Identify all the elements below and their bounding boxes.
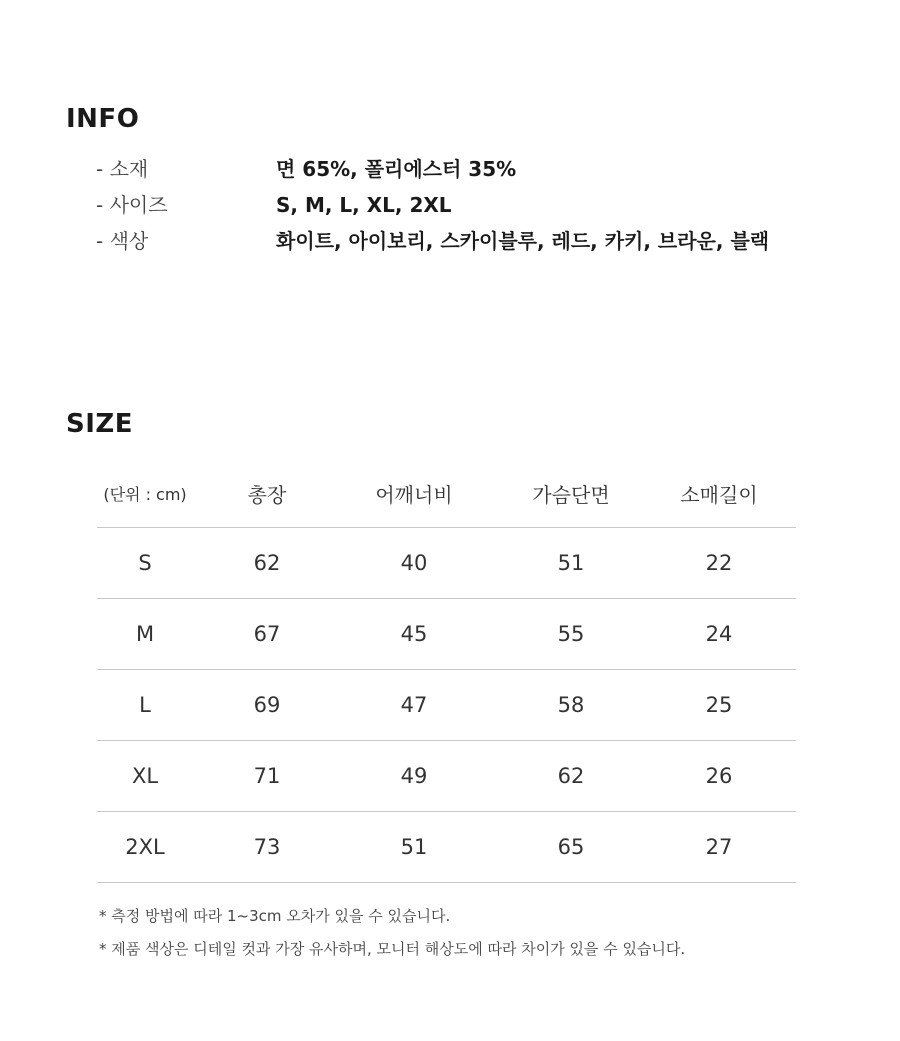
info-row-size (96, 190, 816, 220)
table-cell: 73 (253, 835, 281, 859)
size-table (97, 468, 796, 883)
table-cell: 62 (557, 764, 585, 788)
info-value-color: 화이트, 아이보리, 스카이블루, 레드, 카키, 브라운, 블랙 (276, 229, 770, 253)
table-cell: 55 (557, 622, 585, 646)
size-label: 2XL (125, 835, 165, 859)
table-row (97, 812, 796, 883)
table-cell: 25 (705, 693, 733, 717)
info-label-size: - 사이즈 (96, 193, 168, 217)
table-cell: 49 (400, 764, 428, 788)
table-row (97, 599, 796, 670)
table-cell: 27 (705, 835, 733, 859)
table-cell: 40 (400, 551, 428, 575)
size-label: L (139, 693, 151, 717)
table-cell: 58 (557, 693, 585, 717)
size-section-title: SIZE (66, 409, 134, 439)
info-value-material: 면 65%, 폴리에스터 35% (276, 157, 517, 181)
info-label-color: - 색상 (96, 229, 149, 253)
header-unit: (단위 : cm) (103, 484, 187, 504)
measurement-note: * 측정 방법에 따라 1~3cm 오차가 있을 수 있습니다. (99, 907, 451, 925)
header-shoulder-width: 어깨너비 (375, 482, 453, 507)
table-cell: 65 (557, 835, 585, 859)
table-cell: 67 (253, 622, 281, 646)
size-label: XL (131, 764, 159, 788)
table-cell: 47 (400, 693, 428, 717)
table-cell: 51 (557, 551, 585, 575)
info-value-size: S, M, L, XL, 2XL (276, 193, 452, 217)
header-chest-width: 가슴단면 (532, 482, 610, 507)
table-cell: 69 (253, 693, 281, 717)
table-cell: 62 (253, 551, 281, 575)
color-note: * 제품 색상은 디테일 컷과 가장 유사하며, 모니터 해상도에 따라 차이가 있을 수 있습니다. (99, 940, 686, 958)
table-cell: 71 (253, 764, 281, 788)
table-cell: 26 (705, 764, 733, 788)
size-table-header (97, 468, 796, 528)
table-row (97, 670, 796, 741)
header-total-length: 총장 (247, 482, 287, 507)
size-label: M (135, 622, 155, 646)
table-cell: 24 (705, 622, 733, 646)
header-sleeve-length: 소매길이 (680, 482, 758, 507)
info-label-material: - 소재 (96, 157, 149, 181)
table-cell: 22 (705, 551, 733, 575)
table-cell: 51 (400, 835, 428, 859)
info-row-color (96, 226, 816, 256)
size-label: S (138, 551, 152, 575)
table-cell: 45 (400, 622, 428, 646)
info-row-material (96, 154, 816, 184)
table-row (97, 741, 796, 812)
table-row (97, 528, 796, 599)
info-section-title: INFO (66, 104, 140, 134)
